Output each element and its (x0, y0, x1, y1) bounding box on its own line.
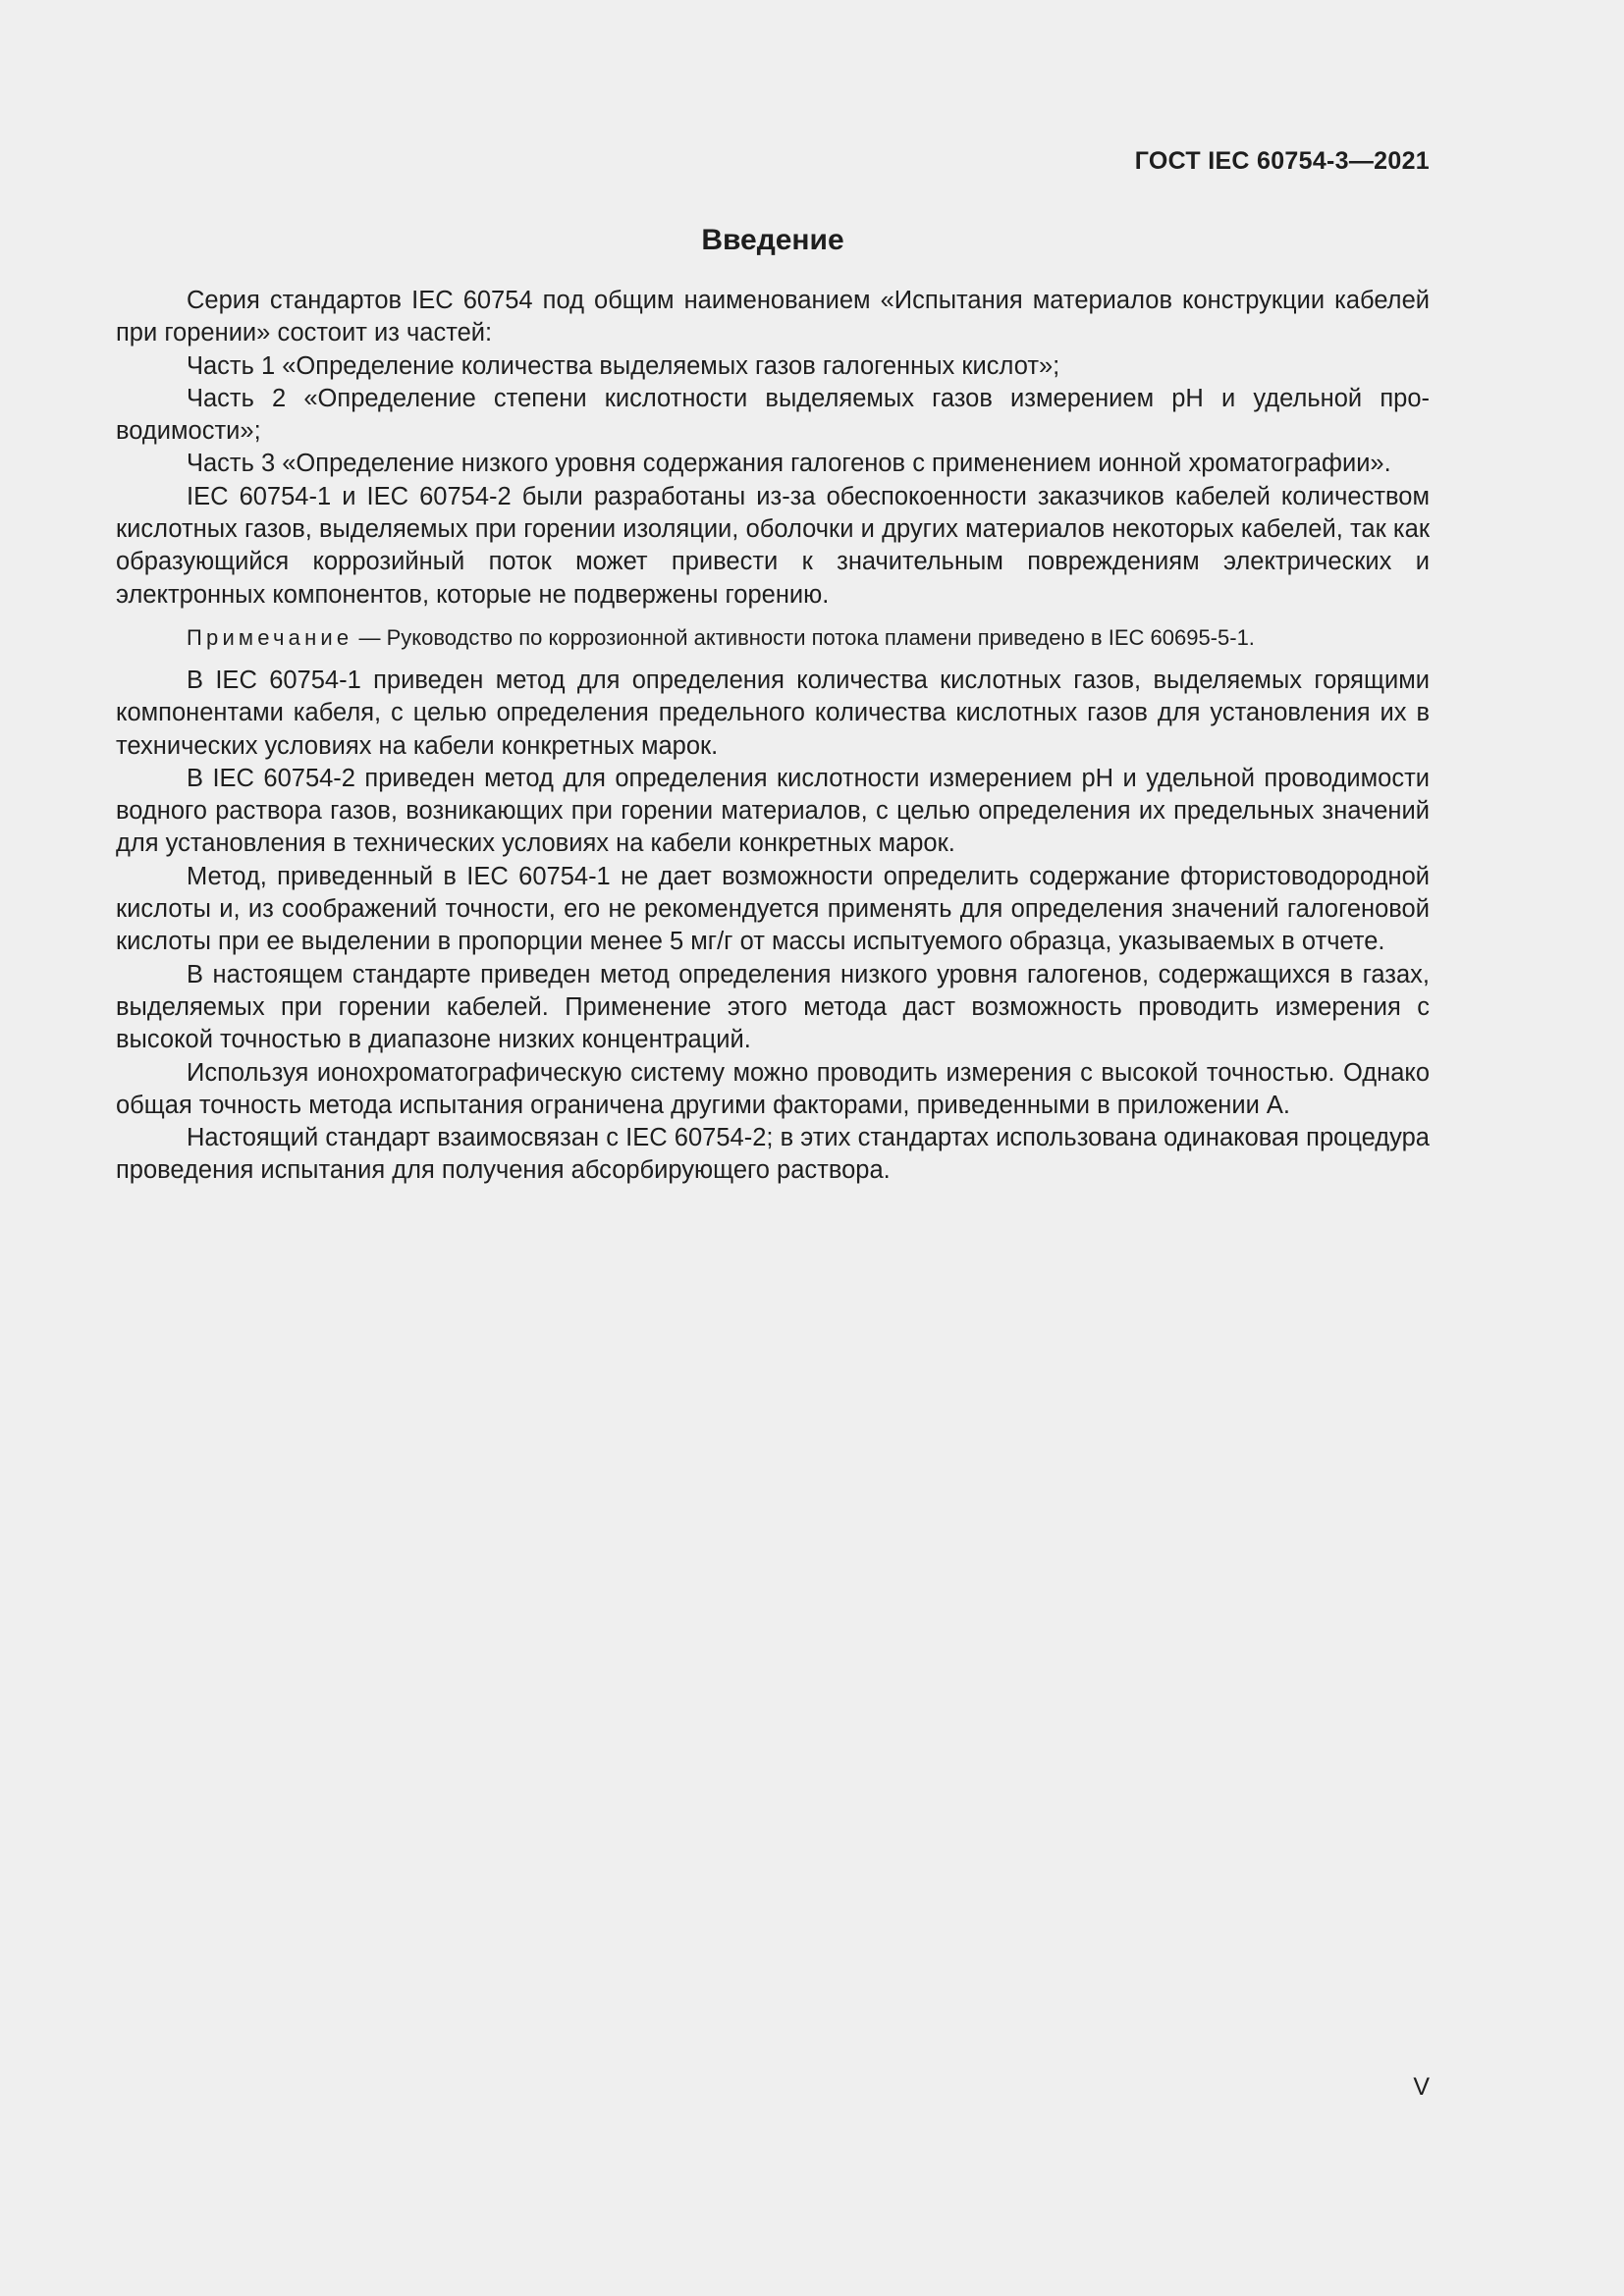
page-number: V (1413, 2073, 1430, 2101)
paragraph-intro: Серия стандартов IEC 60754 под общим наименованием «Испытания материалов конструкции кабелей при горении» состоит из частей: (116, 287, 1430, 347)
note-text: — Руководство по коррозионной активности потока пламени приведено в IEC 60695-5-1. (352, 624, 1255, 650)
paragraph-part-1: Часть 1 «Определение количества выделяемых газов галогенных кислот»; (187, 351, 1060, 380)
paragraph-iec-60754-2: В IEC 60754-2 приведен метод для определения кислотности измерением pH и удельной проводимости водного раствора газов, возникающих при горении материалов, с целью определения их предельных значений для установления в технических условиях на кабели конкретных марок. (116, 764, 1430, 858)
note (116, 621, 1430, 655)
paragraph-iec-60754-1: В IEC 60754-1 приведен метод для определения количества кислотных газов, выделяемых горящими компонентами кабеля, с целью определения предельного количества кислотных газов для установления их в технических условиях на кабели конкретных марок. (116, 666, 1430, 760)
paragraph-ion-chromatography: Используя ионохроматографическую систему можно проводить измерения с высокой точностью. Однако общая точность метода испытания ограничена другими факторами, приведенными в приложении А. (116, 1058, 1430, 1119)
document-body (116, 285, 1430, 1188)
paragraph-relation: Настоящий стандарт взаимосвязан с IEC 60754-2; в этих стандартах использована одинаковая процедура проведения испытания для получения абсорбирующего раствора. (116, 1124, 1430, 1185)
note-label: Примечание (187, 624, 353, 650)
paragraph-this-standard: В настоящем стандарте приведен метод определения низкого уровня галогенов, содержащихся в газах, выделяемых при горении кабелей. Применение этого метода даст возможность проводить измерения с высокой точностью в диапазоне низких концентраций. (116, 960, 1430, 1054)
paragraph-background: IEC 60754-1 и IEC 60754-2 были разработаны из-за обеспокоенности заказчиков кабелей количеством кислотных газов, выделяемых при горении изоляции, оболочки и других материалов некоторых кабелей, так как образующийся коррозийный поток может привести к значительным повреждениям электрических и электронных компонентов, которые не подвержены горению. (116, 482, 1430, 609)
document-header: ГОСТ IEC 60754-3—2021 (1134, 147, 1430, 175)
paragraph-part-3: Часть 3 «Определение низкого уровня содержания галогенов с применением ионной хроматографии». (187, 450, 1391, 478)
paragraph-method-limits: Метод, приведенный в IEC 60754-1 не дает возможности определить содержание фтористоводородной кислоты и, из соображений точности, его не рекомендуется применять для определения значений галогеновой кислоты при ее выделении в пропорции менее 5 мг/г от массы испытуемого образца, указываемых в отчете. (116, 862, 1430, 956)
paragraph-part-2: Часть 2 «Определение степени кислотности выделяемых газов измерением pH и удельной проводимости»; (116, 384, 1430, 446)
section-title: Введение (701, 224, 844, 256)
